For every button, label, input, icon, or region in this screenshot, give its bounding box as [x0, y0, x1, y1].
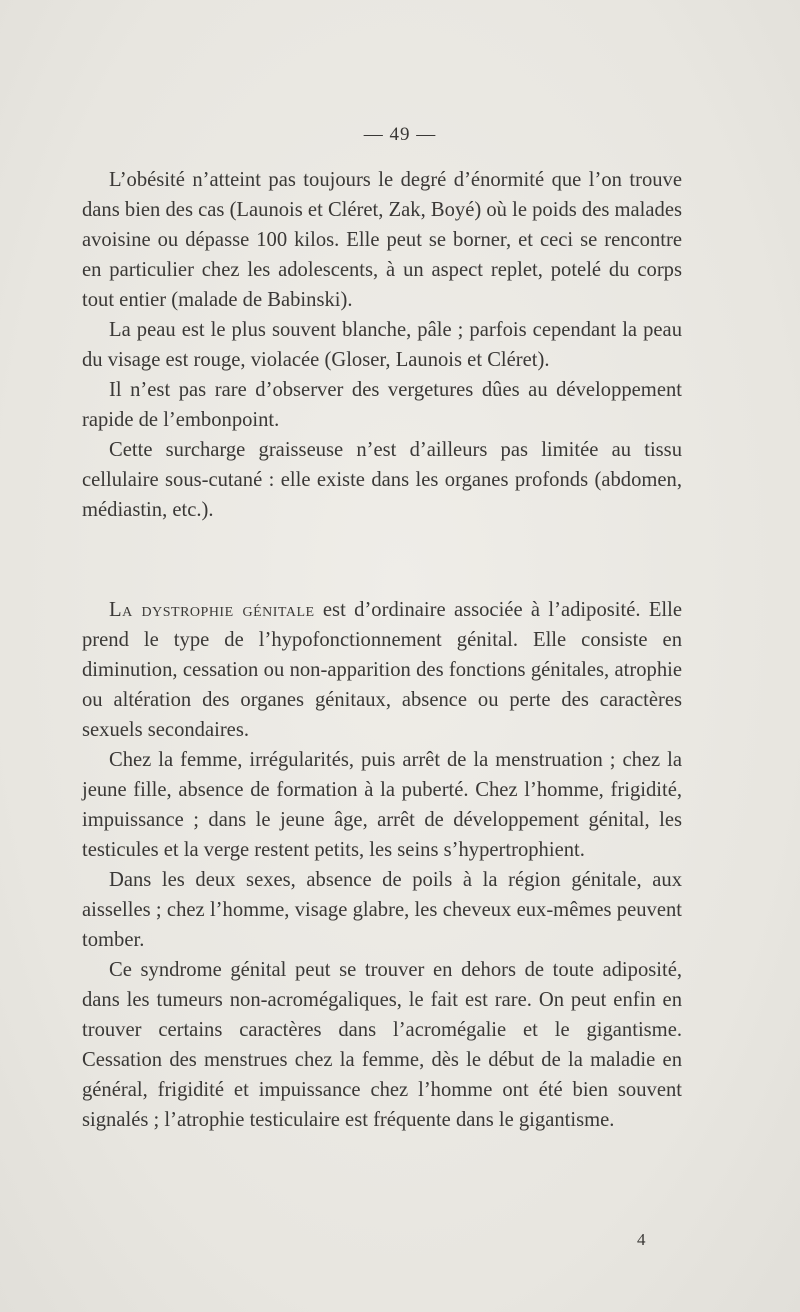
paragraph: Il n’est pas rare d’observer des vergetures dûes au développement rapide de l’embonpoint.: [82, 379, 682, 431]
lead-text: est d’ordinaire associée à l’adiposité. Elle prend le type de l’hypofonctionnement génital. Elle consiste en diminution, cessation ou non-apparition des fonctions génitales, atrophie ou altération des organes génitaux, absence ou perte des caractères sexuels secondaires.: [82, 599, 682, 741]
paragraph: L’obésité n’atteint pas toujours le degré d’énormité que l’on trouve dans bien des cas (Launois et Cléret, Zak, Boyé) où le poids des malades avoisine ou dépasse 100 kilos. Elle peut se borner, et ceci se rencontre en particulier chez les adolescents, à un aspect replet, potelé du corps tout entier (malade de Babinski).: [82, 169, 682, 311]
paragraph: Cette surcharge graisseuse n’est d’ailleurs pas limitée au tissu cellulaire sous-cutané : elle existe dans les organes profonds (abdomen, médiastin, etc.).: [82, 439, 682, 521]
section-genital-dystrophy: [82, 595, 682, 1135]
paragraph: Ce syndrome génital peut se trouver en dehors de toute adiposité, dans les tumeurs non-acromégaliques, le fait est rare. On peut enfin en trouver certains caractères dans l’acromégalie et le gigantisme. Cessation des menstrues chez la femme, dès le début de la maladie en général, frigidité et impuissance chez l’homme ont été bien souvent signalés ; l’atrophie testiculaire est fréquente dans le gigantisme.: [82, 959, 682, 1131]
section-obesity: [82, 165, 682, 525]
paragraph: Chez la femme, irrégularités, puis arrêt de la menstruation ; chez la jeune fille, absence de formation à la puberté. Chez l’homme, frigidité, impuissance ; dans le jeune âge, arrêt de développement génital, les testicules et la verge restent petits, les seins s’hypertrophient.: [82, 749, 682, 861]
signature-mark: 4: [637, 1230, 646, 1249]
paragraph: La peau est le plus souvent blanche, pâle ; parfois cependant la peau du visage est rouge, violacée (Gloser, Launois et Cléret).: [82, 319, 682, 371]
paragraph: Dans les deux sexes, absence de poils à la région génitale, aux aisselles ; chez l’homme, visage glabre, les cheveux eux-mêmes peuvent tomber.: [82, 869, 682, 951]
paragraph-lead: [82, 595, 682, 745]
page-number: — 49 —: [363, 124, 437, 145]
lead-term: La dystrophie génitale: [109, 599, 315, 621]
